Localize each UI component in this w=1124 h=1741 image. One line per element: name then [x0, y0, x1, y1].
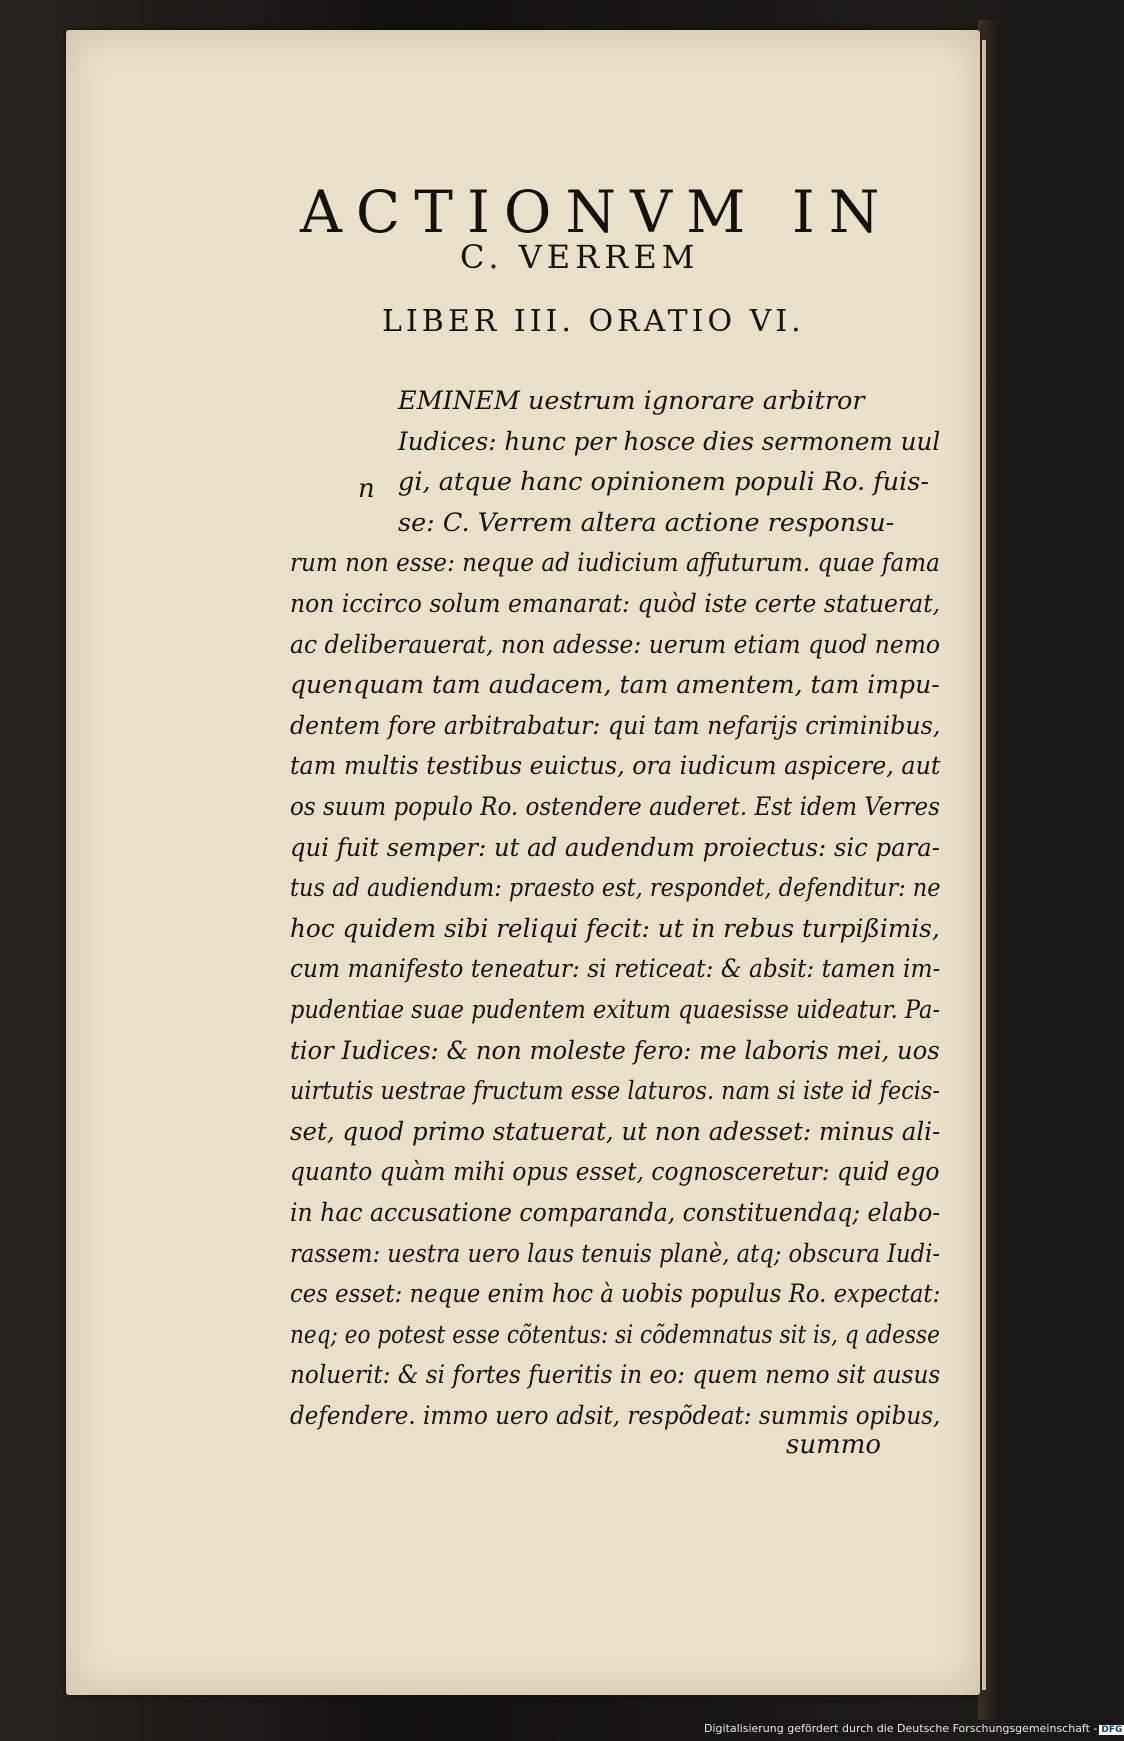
- text-line: Iudices: hunc per hosce dies sermonem uul: [398, 426, 941, 457]
- page-subtitle: C. VERREM: [460, 238, 700, 276]
- text-line: quenquam tam audacem, tam amentem, tam impu-: [290, 670, 940, 701]
- text-line: neq; eo potest esse cõtentus: si cõdemnatus sit is, q adesse: [290, 1319, 940, 1350]
- catchword: summo: [786, 1430, 882, 1460]
- text-line: quanto quàm mihi opus esset, cognosceretur: quid ego: [290, 1157, 940, 1188]
- text-line: rum non esse: neque ad iudicium affuturum. quae fama: [290, 548, 940, 579]
- text-line: in hac accusatione comparanda, constituendaq; elabo-: [290, 1198, 941, 1228]
- text-line: rassem: uestra uero laus tenuis planè, atq; obscura Iudi-: [290, 1238, 941, 1269]
- book-heading: LIBER III. ORATIO VI.: [382, 304, 805, 339]
- footer-credit: [704, 1722, 1124, 1735]
- text-line: ces esset: neque enim hoc à uobis populus Ro. expectat:: [290, 1279, 941, 1310]
- text-line: tam multis testibus euictus, ora iudicum aspicere, aut: [290, 751, 941, 782]
- text-line: EMINEM uestrum ignorare arbitror: [398, 386, 865, 416]
- text-line: non iccirco solum emanarat: quòd iste certe statuerat,: [290, 589, 941, 619]
- text-line: noluerit: & si fortes fueritis in eo: quem nemo sit ausus: [290, 1360, 941, 1391]
- dfg-logo: DFG: [1101, 1725, 1123, 1735]
- page-title: ACTIONVM IN: [300, 178, 894, 246]
- margin-note: n: [358, 474, 375, 504]
- text-line: pudentiae suae pudentem exitum quaesisse uideatur. Pa-: [290, 995, 941, 1025]
- text-line: cum manifesto teneatur: si reticeat: & absit: tamen im-: [290, 954, 941, 985]
- text-line: defendere. immo uero adsit, respõdeat: summis opibus,: [290, 1401, 941, 1431]
- text-line: se: C. Verrem altera actione responsu-: [398, 507, 895, 538]
- text-line: tior Iudices: & non moleste fero: me laboris mei, uos: [290, 1035, 940, 1066]
- text-line: gi, atque hanc opinionem populi Ro. fuis-: [398, 467, 929, 498]
- text-line: ac deliberauerat, non adesse: uerum etiam quod nemo: [290, 629, 941, 660]
- text-line: tus ad audiendum: praesto est, respondet, defenditur: ne: [290, 873, 941, 904]
- text-line: uirtutis uestrae fructum esse laturos. nam si iste id fecis-: [290, 1076, 940, 1107]
- text-line: dentem fore arbitrabatur: qui tam nefarijs criminibus,: [290, 710, 941, 741]
- text-line: set, quod primo statuerat, ut non adesset: minus ali-: [290, 1116, 941, 1147]
- footer-text: Digitalisierung gefördert durch die Deutsche Forschungsgemeinschaft -: [704, 1722, 1098, 1735]
- text-line: qui fuit semper: ut ad audendum proiectus: sic para-: [290, 832, 940, 863]
- text-line: hoc quidem sibi reliqui fecit: ut in rebus turpißimis,: [290, 913, 940, 944]
- text-line: os suum populo Ro. ostendere auderet. Est idem Verres: [290, 792, 940, 822]
- page-edge: [982, 40, 986, 1690]
